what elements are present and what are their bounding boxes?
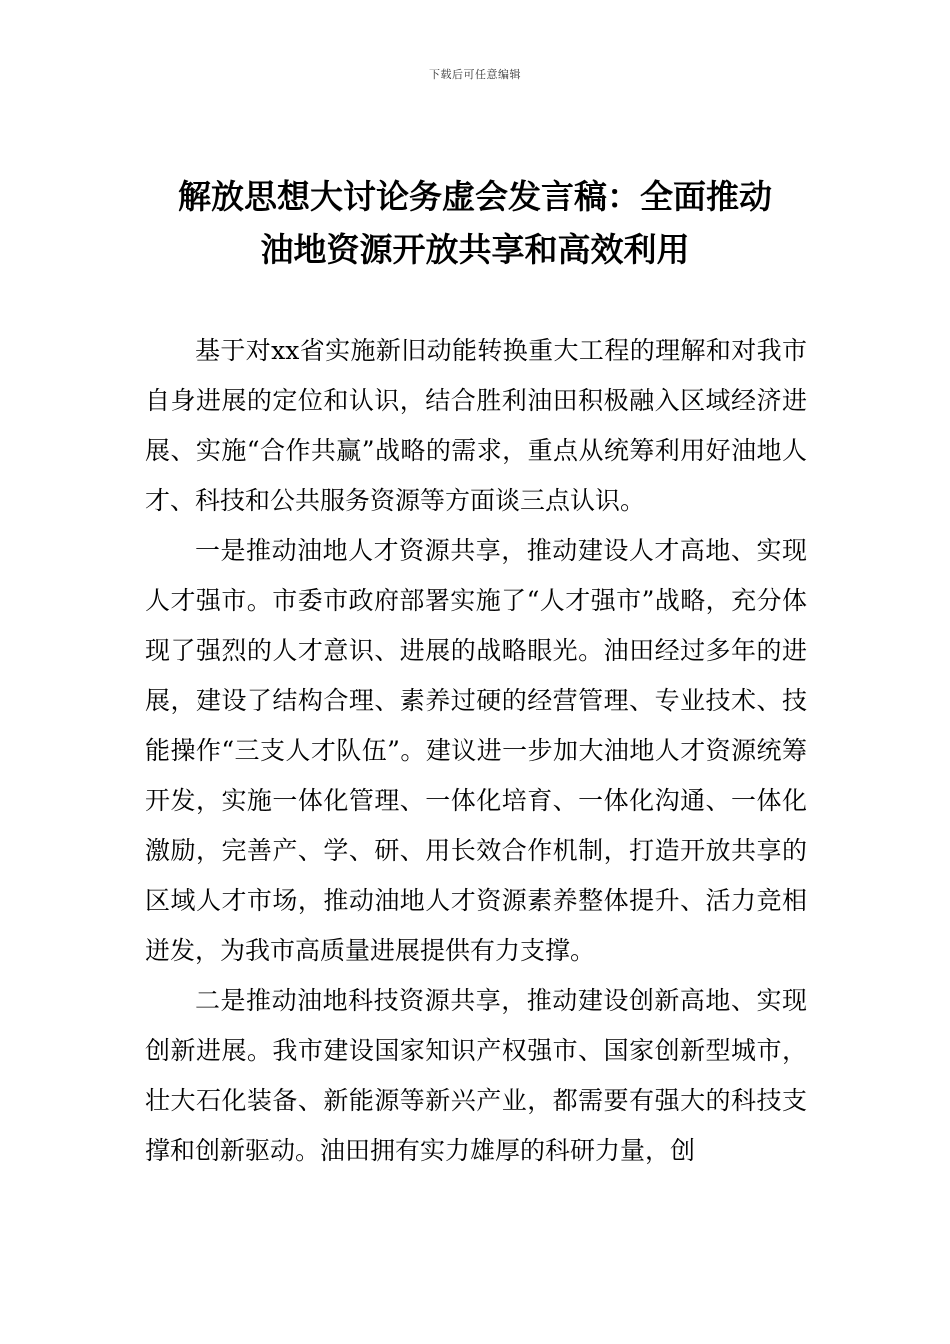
- paragraph-technology: 二是推动油地科技资源共享，推动建设创新高地、实现创新进展。我市建设国家知识产权强市、国家创新型城市，壮大石化装备、新能源等新兴产业，都需要有强大的科技支撑和创新驱动。油田拥有实力雄厚的科研力量，创: [145, 986, 807, 1165]
- title-line-2: 油地资源开放共享和高效利用: [260, 230, 690, 269]
- paragraph-talent: 一是推动油地人才资源共享，推动建设人才高地、实现人才强市。市委市政府部署实施了“人才强市”战略，充分体现了强烈的人才意识、进展的战略眼光。油田经过多年的进展，建设了结构合理、素养过硬的经营管理、专业技术、技能操作“三支人才队伍”。建议进一步加大油地人才资源统筹开发，实施一体化管理、一体化培育、一体化沟通、一体化激励，完善产、学、研、用长效合作机制，打造开放共享的区域人才市场，推动油地人才资源素养整体提升、活力竞相迸发，为我市高质量进展提供有力支撑。: [145, 536, 807, 965]
- title-line-1: 解放思想大讨论务虚会发言稿：全面推动: [178, 177, 772, 216]
- document-body: [145, 326, 807, 1176]
- header-note: 下载后可任意编辑: [429, 68, 521, 81]
- paragraph-intro: 基于对xx省实施新旧动能转换重大工程的理解和对我市自身进展的定位和认识，结合胜利油田积极融入区域经济进展、实施“合作共赢”战略的需求，重点从统筹利用好油地人才、科技和公共服务资源等方面谈三点认识。: [145, 336, 807, 515]
- document-title: [140, 170, 810, 276]
